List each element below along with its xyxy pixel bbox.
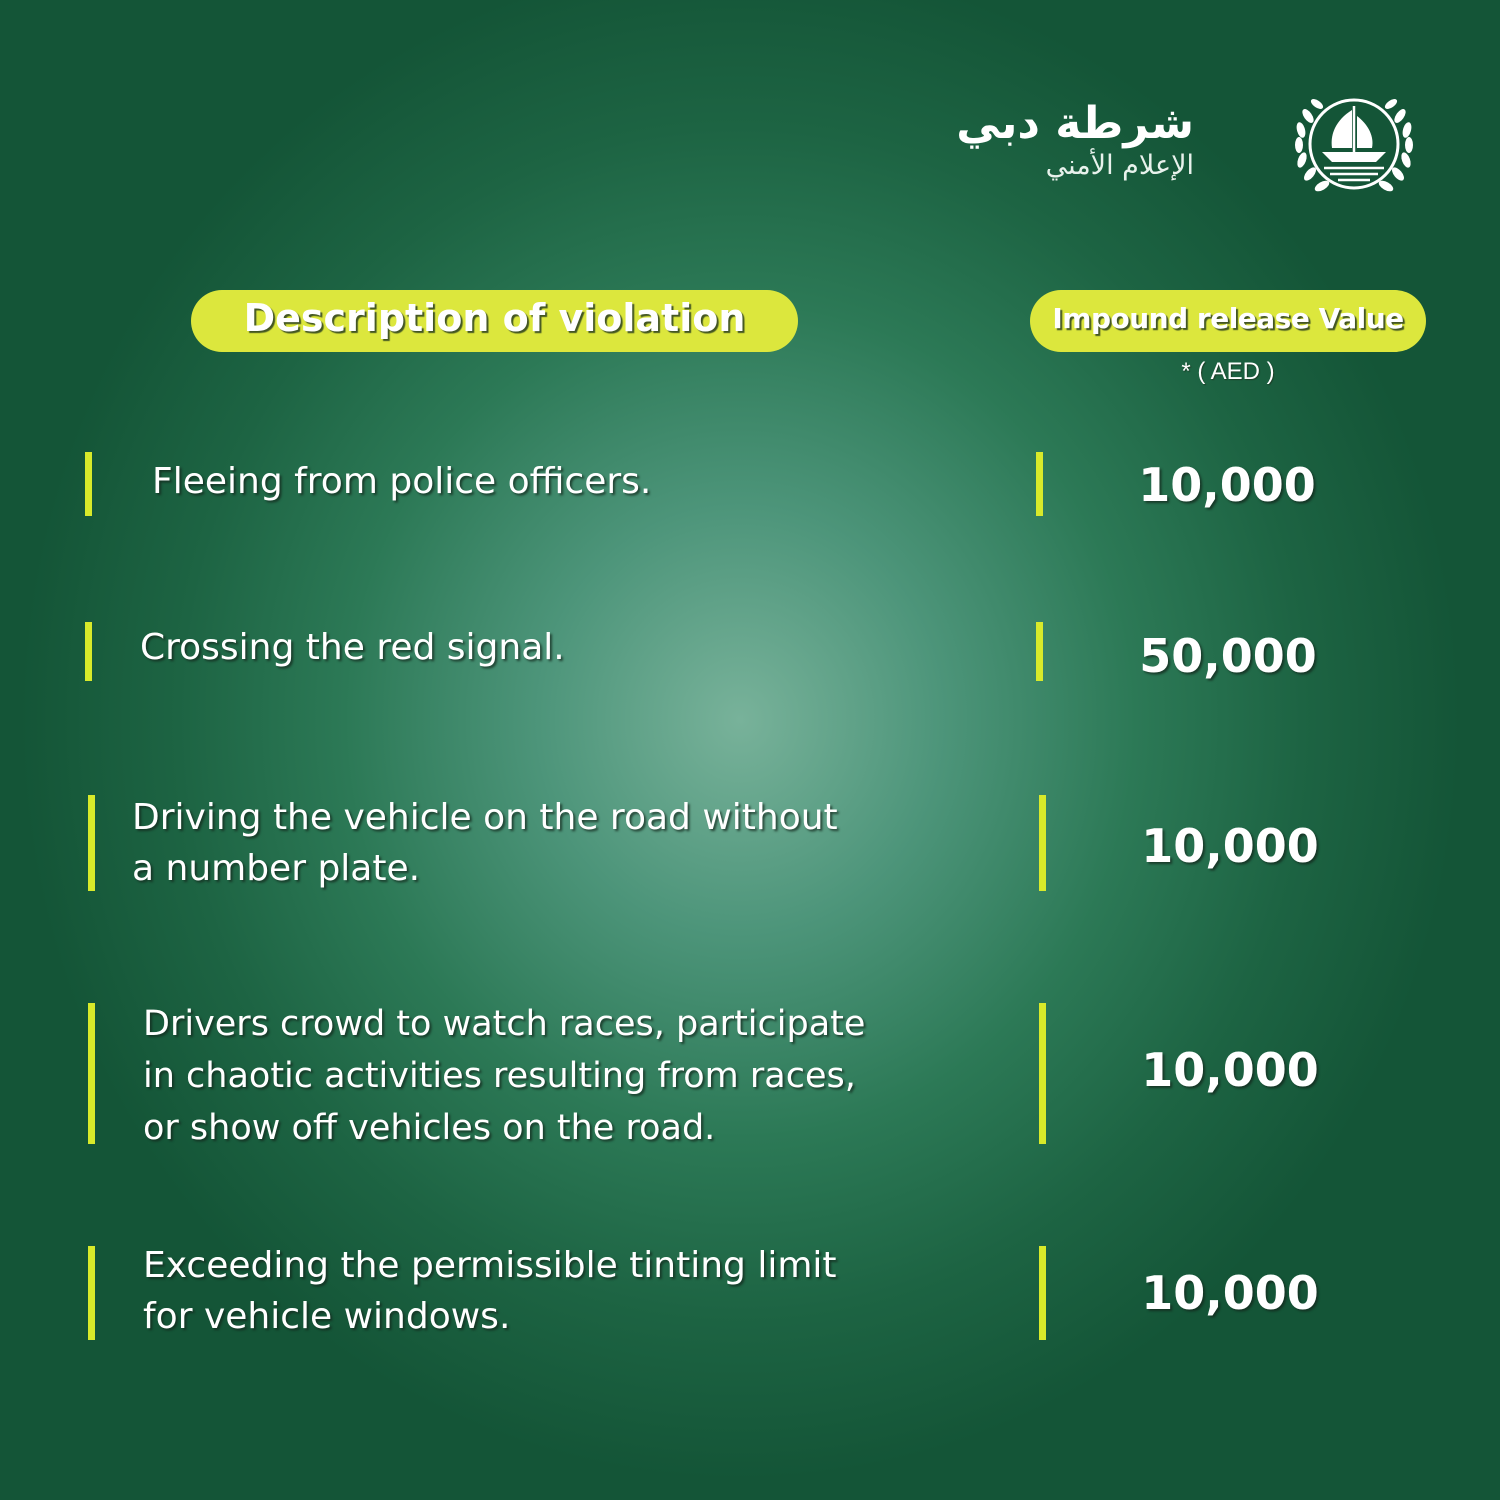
row-bar-right	[1036, 452, 1043, 516]
dubai-police-logo	[956, 82, 1430, 212]
row-bar-left	[88, 1003, 95, 1144]
impound-value: 10,000	[1141, 1266, 1319, 1320]
row-bar-right	[1039, 1003, 1046, 1144]
logo-text	[956, 100, 1194, 184]
row-bar-left	[88, 1246, 95, 1340]
value-header: Impound release Value	[1030, 290, 1426, 352]
logo-subtitle: الإعلام الأمني	[1045, 150, 1194, 181]
impound-value: 10,000	[1141, 819, 1319, 873]
impound-value: 50,000	[1139, 629, 1317, 683]
logo-title: شرطة دبي	[956, 98, 1194, 149]
impound-value: 10,000	[1141, 1043, 1319, 1097]
row-bar-right	[1039, 1246, 1046, 1340]
violation-description: Fleeing from police officers.	[152, 461, 652, 502]
currency-note: * ( AED )	[1181, 358, 1275, 385]
row-bar-right	[1036, 622, 1043, 681]
row-bar-left	[88, 795, 95, 891]
violation-description: Exceeding the permissible tinting limit for vehicle windows.	[143, 1245, 837, 1337]
row-bar-left	[85, 452, 92, 516]
row-bar-right	[1039, 795, 1046, 891]
violation-description: Drivers crowd to watch races, participate in chaotic activities resulting from races, or show off vehicles on the road.	[143, 1004, 866, 1148]
impound-value: 10,000	[1138, 458, 1316, 512]
description-header: Description of violation	[191, 290, 798, 352]
violation-description: Driving the vehicle on the road without a number plate.	[132, 797, 838, 889]
violation-description: Crossing the red signal.	[140, 627, 565, 668]
police-emblem-icon	[1288, 82, 1420, 206]
row-bar-left	[85, 622, 92, 681]
